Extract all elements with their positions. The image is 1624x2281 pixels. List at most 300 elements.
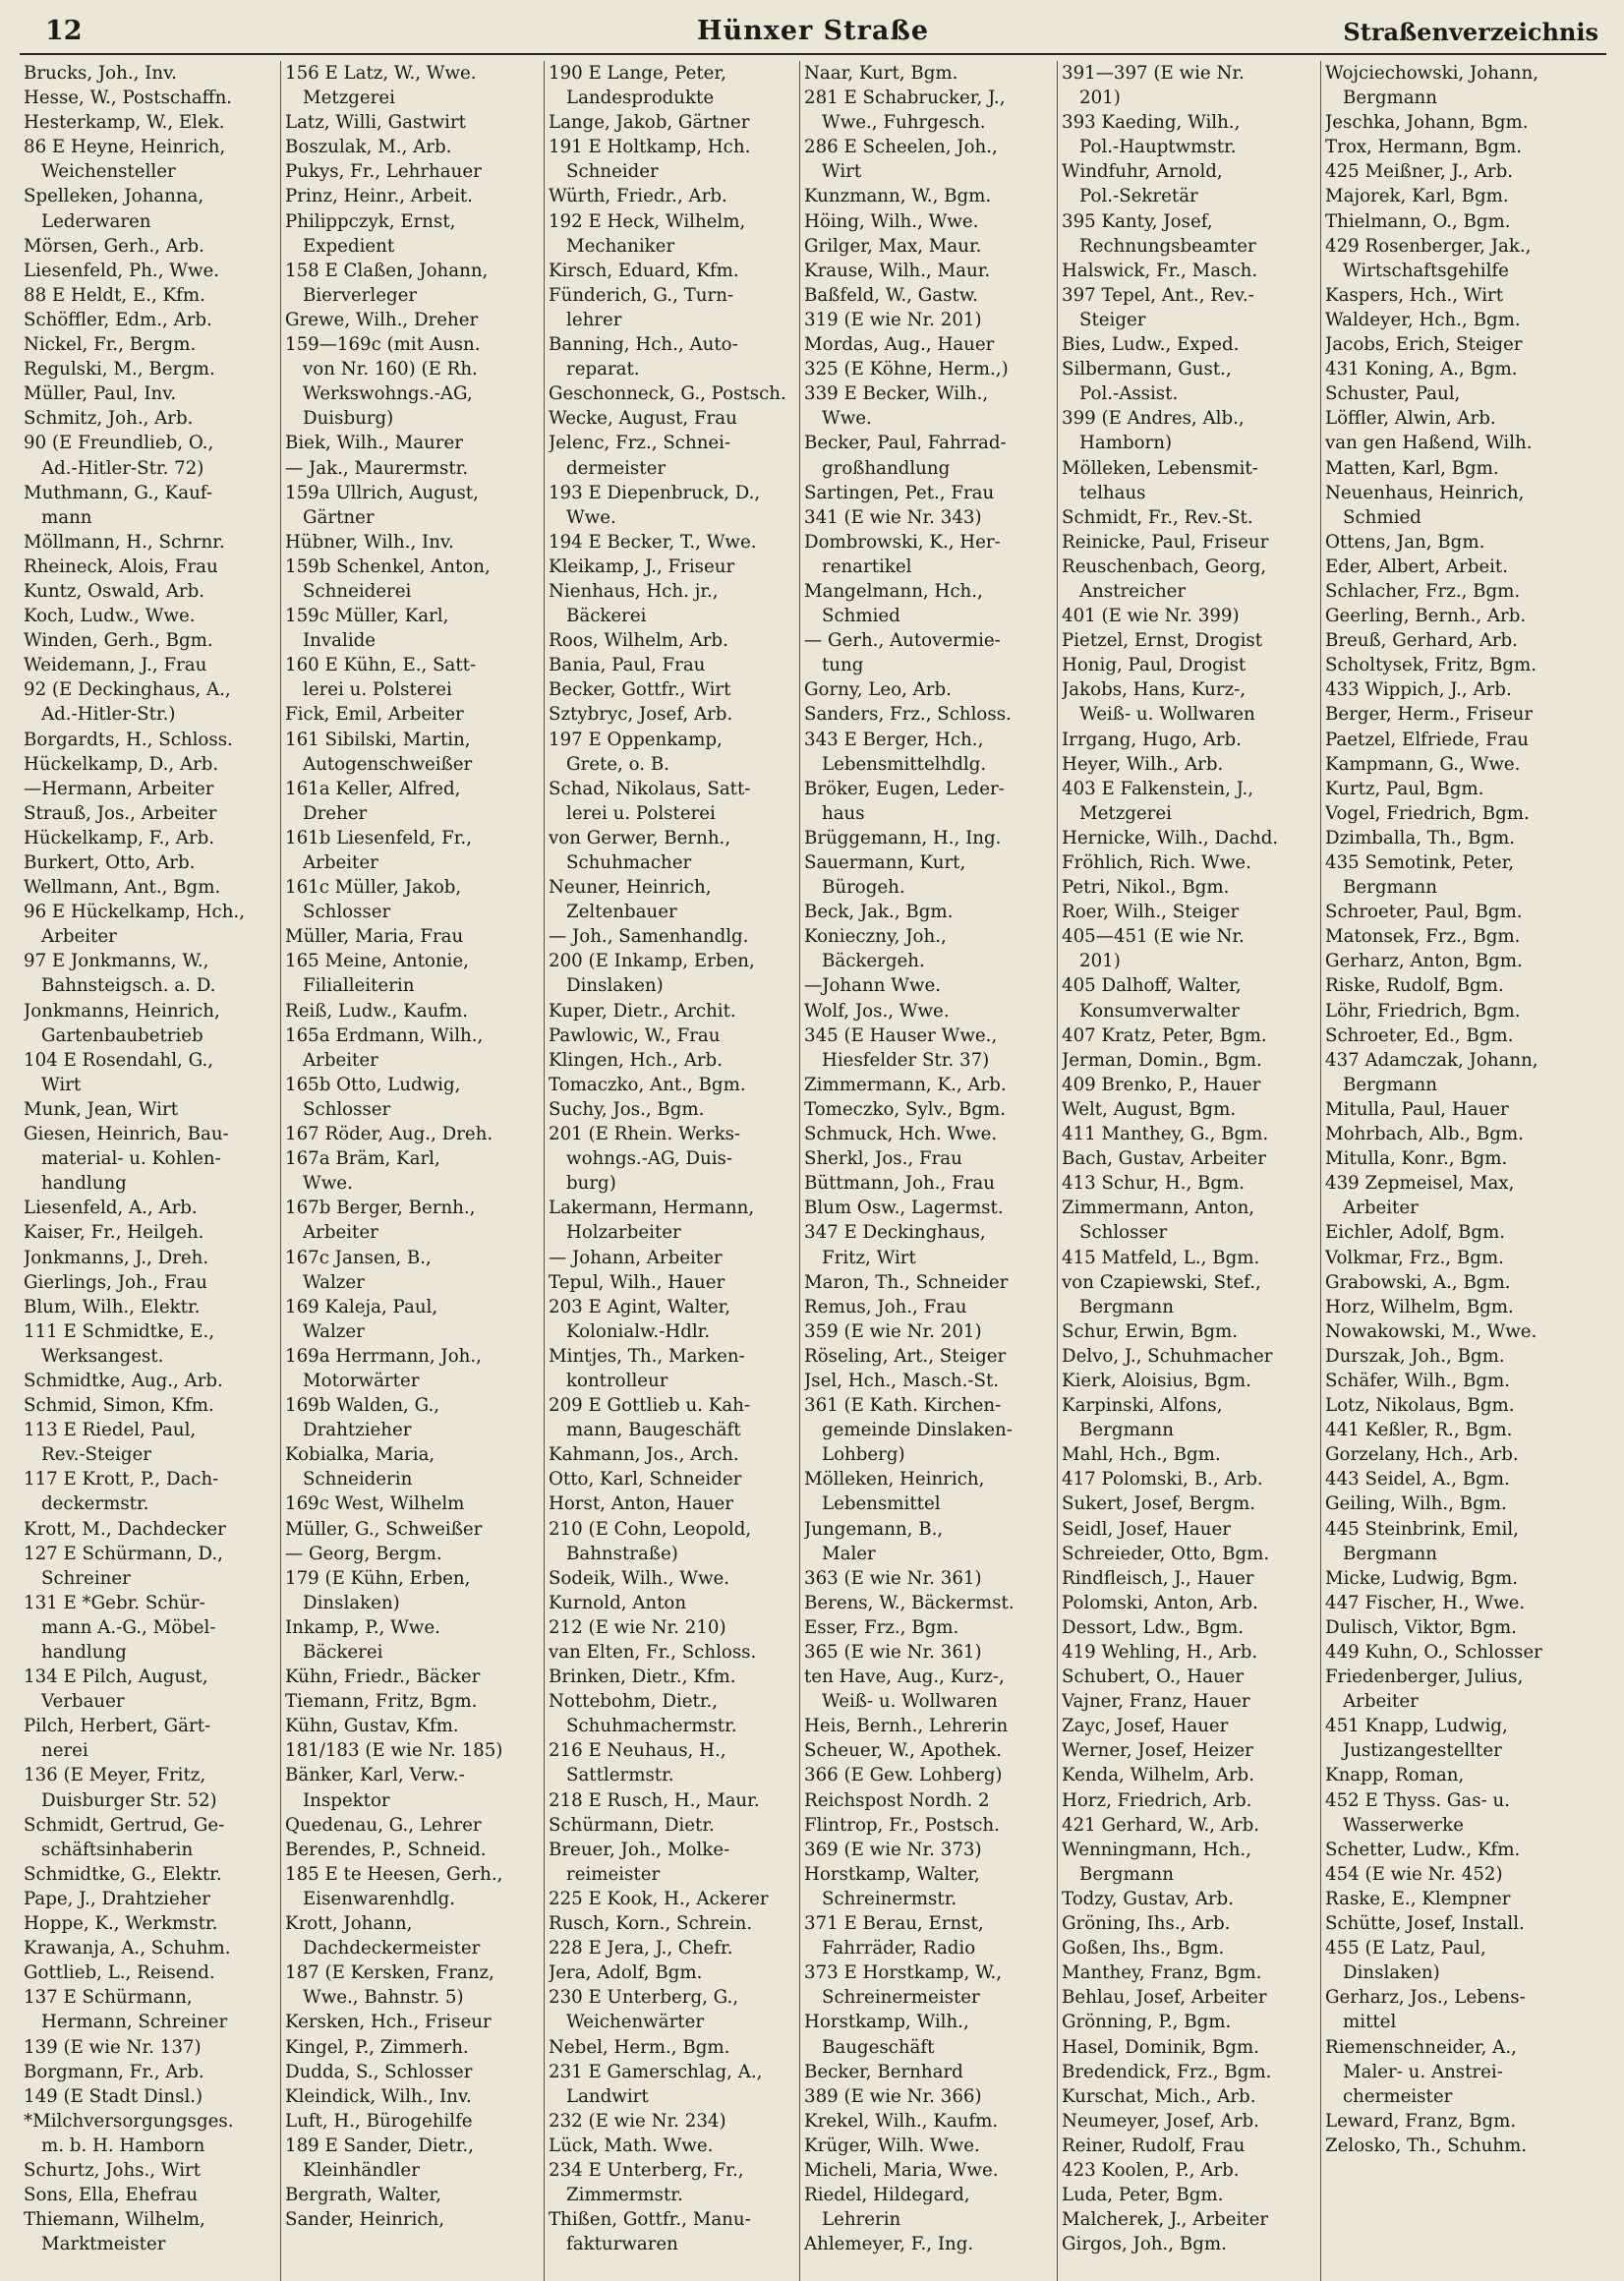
directory-entry-line: 429 Rosenberger, Jak., <box>1325 235 1532 257</box>
directory-entry-line: Remus, Joh., Frau <box>804 1296 967 1317</box>
directory-entry-line: Bergmann <box>1079 1863 1174 1885</box>
directory-entry-line: 194 E Becker, T., Wwe. <box>549 531 757 553</box>
directory-entry-line: 161c Müller, Jakob, <box>285 877 462 899</box>
directory-entry-line: Micheli, Maria, Wwe. <box>804 2159 999 2181</box>
directory-entry-line: Werkswohngs.-AG, <box>303 383 473 405</box>
directory-entry-line: van Elten, Fr., Schloss. <box>549 1642 757 1663</box>
directory-entry-line: Jerman, Domin., Bgm. <box>1062 1049 1262 1071</box>
directory-entry-line: Kleindick, Wilh., Inv. <box>285 2085 472 2107</box>
directory-entry-line: Konsumverwalter <box>1079 1000 1240 1022</box>
directory-entry-line: Lederwaren <box>41 210 151 232</box>
directory-entry-line: Pol.-Sekretär <box>1079 186 1198 207</box>
directory-entry-line: Müller, Maria, Frau <box>285 926 464 948</box>
directory-entry-line: Röseling, Art., Steiger <box>804 1345 1007 1367</box>
directory-entry-line: Maron, Th., Schneider <box>804 1271 1009 1293</box>
directory-entry-line: Latz, Willi, Gastwirt <box>285 112 466 134</box>
directory-entry-line: Manthey, Franz, Bgm. <box>1062 1962 1262 1984</box>
directory-entry-line: 201) <box>1079 88 1121 109</box>
directory-entry-line: Trox, Hermann, Bgm. <box>1325 137 1523 158</box>
directory-entry-line: Spelleken, Johanna, <box>24 186 204 207</box>
directory-entry-line: Wwe., Fuhrgesch. <box>822 112 986 134</box>
street-title: Hünxer Straße <box>696 16 930 46</box>
directory-entry-line: mann <box>41 506 92 528</box>
directory-entry-line: *Milchversorgungsges. <box>24 2110 234 2132</box>
directory-entry-line: Giesen, Heinrich, Bau- <box>24 1124 229 1145</box>
directory-entry-line: Breuß, Gerhard, Arb. <box>1325 630 1518 652</box>
directory-entry-line: 359 (E wie Nr. 201) <box>804 1320 982 1342</box>
directory-entry-line: Schmied <box>1343 506 1421 528</box>
directory-entry-line: Brinken, Dietr., Kfm. <box>549 1667 736 1688</box>
directory-entry-line: Sons, Ella, Ehefrau <box>24 2185 199 2206</box>
directory-entry-line: Filialleiterin <box>303 975 415 997</box>
directory-entry-line: Schur, Erwin, Bgm. <box>1062 1320 1238 1342</box>
directory-entry-line: Neuner, Heinrich, <box>549 877 712 899</box>
directory-entry-line: kontrolleur <box>566 1370 668 1391</box>
directory-entry-line: Suchy, Jos., Bgm. <box>549 1098 705 1120</box>
directory-entry-line: Hamborn) <box>1079 433 1173 454</box>
directory-entry-line: Fick, Emil, Arbeiter <box>285 704 464 726</box>
directory-entry-line: Vajner, Franz, Hauer <box>1062 1691 1250 1713</box>
directory-entry-line: Invalide <box>303 630 377 652</box>
directory-entry-line: Wasserwerke <box>1343 1814 1464 1836</box>
directory-entry-line: Schmidtke, Aug., Arb. <box>24 1370 223 1391</box>
directory-entry-line: Arbeiter <box>303 852 378 873</box>
directory-entry-line: burg) <box>566 1173 616 1195</box>
directory-entry-line: wohngs.-AG, Duis- <box>566 1148 733 1170</box>
directory-entry-line: Hesse, W., Postschaffn. <box>24 88 233 109</box>
directory-entry-line: 232 (E wie Nr. 234) <box>549 2110 726 2132</box>
directory-entry-line: Kobialka, Maria, <box>285 1444 435 1466</box>
directory-entry-line: Mölleken, Lebensmit- <box>1062 457 1258 479</box>
directory-entry-line: 187 (E Kersken, Franz, <box>285 1962 494 1984</box>
directory-entry-line: Micke, Ludwig, Bgm. <box>1325 1567 1519 1589</box>
directory-column <box>545 61 800 2281</box>
directory-entry-line: Mangelmann, Hch., <box>804 580 983 602</box>
directory-entry-line: Duisburg) <box>303 408 394 430</box>
directory-entry-line: Scheuer, W., Apothek. <box>804 1740 1003 1762</box>
directory-entry-line: Honig, Paul, Drogist <box>1062 655 1247 676</box>
directory-entry-line: Ahlemeyer, F., Ing. <box>804 2234 974 2255</box>
directory-entry-line: Schad, Nikolaus, Satt- <box>549 778 751 799</box>
directory-entry-line: 97 E Jonkmanns, W., <box>24 951 209 972</box>
directory-entry-line: Bania, Paul, Frau <box>549 655 706 676</box>
directory-entry-line: 417 Polomski, B., Arb. <box>1062 1469 1263 1491</box>
directory-entry-line: Landwirt <box>566 2085 649 2107</box>
directory-entry-line: Gierlings, Joh., Frau <box>24 1271 207 1293</box>
directory-entry-line: 149 (E Stadt Dinsl.) <box>24 2085 203 2107</box>
directory-columns <box>20 61 1606 2281</box>
directory-entry-line: 117 E Krott, P., Dach- <box>24 1469 219 1491</box>
directory-entry-line: Bies, Ludw., Exped. <box>1062 334 1240 356</box>
directory-entry-line: großhandlung <box>822 457 951 479</box>
directory-entry-line: 104 E Rosendahl, G., <box>24 1049 214 1071</box>
directory-entry-line: Kuper, Dietr., Archit. <box>549 1000 736 1022</box>
directory-entry-line: Seidl, Josef, Hauer <box>1062 1518 1231 1540</box>
directory-entry-line: Duisburger Str. 52) <box>41 1789 217 1811</box>
directory-entry-line: Schreieder, Otto, Bgm. <box>1062 1543 1270 1564</box>
directory-entry-line: Walzer <box>303 1320 365 1342</box>
directory-entry-line: 286 E Scheelen, Joh., <box>804 137 998 158</box>
directory-entry-line: 139 (E wie Nr. 137) <box>24 2036 202 2058</box>
directory-entry-line: Mohrbach, Alb., Bgm. <box>1325 1124 1524 1145</box>
directory-entry-line: 190 E Lange, Peter, <box>549 63 726 84</box>
directory-entry-line: handlung <box>41 1642 127 1663</box>
directory-entry-line: Sukert, Josef, Bergm. <box>1062 1493 1255 1515</box>
directory-entry-line: Justizangestellter <box>1343 1740 1502 1762</box>
directory-entry-line: Arbeiter <box>303 1222 378 1244</box>
directory-entry-line: Blum Osw., Lagermst. <box>804 1198 1004 1219</box>
directory-entry-line: Dessort, Ldw., Bgm. <box>1062 1616 1245 1638</box>
directory-entry-line: Dzimballa, Th., Bgm. <box>1325 827 1515 848</box>
directory-entry-line: Kühn, Gustav, Kfm. <box>285 1716 459 1737</box>
directory-entry-line: Kaiser, Fr., Heilgeh. <box>24 1222 204 1244</box>
directory-entry-line: Jeschka, Johann, Bgm. <box>1325 112 1529 134</box>
section-title: Straßenverzeichnis <box>1343 18 1598 46</box>
directory-entry-line: Expedient <box>303 235 395 257</box>
directory-entry-line: Reuschenbach, Georg, <box>1062 556 1267 577</box>
directory-entry-line: Bäckerei <box>566 606 647 627</box>
directory-entry-line: handlung <box>41 1173 127 1195</box>
directory-entry-line: Löffler, Alwin, Arb. <box>1325 408 1496 430</box>
directory-entry-line: — Johann, Arbeiter <box>549 1247 723 1268</box>
directory-entry-line: Anstreicher <box>1079 580 1187 602</box>
directory-entry-line: Lotz, Nikolaus, Bgm. <box>1325 1395 1515 1417</box>
directory-entry-line: Friedenberger, Julius, <box>1325 1667 1524 1688</box>
directory-entry-line: Heyer, Wilh., Arb. <box>1062 753 1224 775</box>
directory-entry-line: renartikel <box>822 556 912 577</box>
directory-entry-line: Eder, Albert, Arbeit. <box>1325 556 1509 577</box>
directory-entry-line: fakturwaren <box>566 2234 678 2255</box>
directory-entry-line: Delvo, J., Schuhmacher <box>1062 1345 1273 1367</box>
directory-entry-line: von Gerwer, Bernh., <box>549 827 731 848</box>
directory-entry-line: dermeister <box>566 457 667 479</box>
directory-entry-line: Becker, Gottfr., Wirt <box>549 679 731 701</box>
directory-entry-line: Arbeiter <box>41 926 117 948</box>
directory-entry-line: 201) <box>1079 951 1121 972</box>
directory-entry-line: Vogel, Friedrich, Bgm. <box>1325 802 1530 824</box>
directory-entry-line: Malcherek, J., Arbeiter <box>1062 2209 1269 2231</box>
directory-entry-line: Schlosser <box>303 1098 391 1120</box>
directory-entry-line: Sodeik, Wilh., Wwe. <box>549 1567 730 1589</box>
directory-entry-line: Baßfeld, W., Gastw. <box>804 284 978 306</box>
directory-entry-line: Zimmermstr. <box>566 2185 683 2206</box>
directory-entry-line: gemeinde Dinslaken- <box>822 1420 1013 1441</box>
directory-entry-line: Pukys, Fr., Lehrhauer <box>285 161 482 183</box>
directory-entry-line: 181/183 (E wie Nr. 185) <box>285 1740 503 1762</box>
directory-entry-line: Sherkl, Jos., Frau <box>804 1148 962 1170</box>
directory-entry-line: Steiger <box>1079 309 1146 330</box>
directory-entry-line: Berens, W., Bäckermst. <box>804 1592 1015 1613</box>
directory-entry-line: von Nr. 160) (E Rh. <box>303 359 478 380</box>
directory-entry-line: Koch, Ludw., Wwe. <box>24 606 196 627</box>
directory-entry-line: Silbermann, Gust., <box>1062 359 1232 380</box>
directory-entry-line: Winden, Gerh., Bgm. <box>24 630 213 652</box>
directory-entry-line: Bröker, Eugen, Leder- <box>804 778 1005 799</box>
directory-entry-line: 167c Jansen, B., <box>285 1247 432 1268</box>
directory-entry-line: Krekel, Wilh., Kaufm. <box>804 2110 999 2132</box>
directory-entry-line: Liesenfeld, Ph., Wwe. <box>24 260 220 281</box>
directory-entry-line: Jungemann, B., <box>804 1518 944 1540</box>
directory-entry-line: Grönning, P., Bgm. <box>1062 2012 1232 2033</box>
directory-entry-line: 435 Semotink, Peter, <box>1325 852 1515 873</box>
directory-entry-line: 231 E Gamerschlag, A., <box>549 2061 763 2082</box>
directory-entry-line: Büttmann, Joh., Frau <box>804 1173 995 1195</box>
directory-entry-line: Weidemann, J., Frau <box>24 655 207 676</box>
directory-entry-line: Schmid, Simon, Kfm. <box>24 1395 214 1417</box>
directory-entry-line: Schreinermeister <box>822 1987 980 2009</box>
directory-entry-line: Reinicke, Paul, Friseur <box>1062 531 1269 553</box>
directory-entry-line: Metzgerei <box>303 88 395 109</box>
directory-entry-line: Arbeiter <box>1343 1691 1419 1713</box>
directory-entry-line: Halswick, Fr., Masch. <box>1062 260 1258 281</box>
directory-entry-line: Lück, Math. Wwe. <box>549 2135 714 2156</box>
directory-entry-line: 431 Koning, A., Bgm. <box>1325 359 1518 380</box>
directory-entry-line: 399 (E Andres, Alb., <box>1062 408 1245 430</box>
directory-entry-line: 161a Keller, Alfred, <box>285 778 461 799</box>
directory-entry-line: Munk, Jean, Wirt <box>24 1098 179 1120</box>
directory-entry-line: Reichspost Nordh. 2 <box>804 1789 990 1811</box>
directory-entry-line: Müller, G., Schweißer <box>285 1518 483 1540</box>
directory-entry-line: 401 (E wie Nr. 399) <box>1062 606 1240 627</box>
directory-entry-line: Boszulak, M., Arb. <box>285 137 452 158</box>
directory-entry-line: Roos, Wilhelm, Arb. <box>549 630 728 652</box>
directory-entry-line: Reiner, Rudolf, Frau <box>1062 2135 1246 2156</box>
directory-entry-line: Knapp, Roman, <box>1325 1765 1465 1786</box>
directory-entry-line: Schöffler, Edm., Arb. <box>24 309 212 330</box>
directory-entry-line: schäftsinhaberin <box>41 1839 194 1860</box>
directory-entry-line: Maler- u. Anstrei- <box>1343 2061 1503 2082</box>
directory-entry-line: 158 E Claßen, Johann, <box>285 260 489 281</box>
directory-entry-line: Motorwärter <box>303 1370 420 1391</box>
directory-entry-line: Hesterkamp, W., Elek. <box>24 112 225 134</box>
directory-entry-line: 200 (E Inkamp, Erben, <box>549 951 755 972</box>
directory-entry-line: 167 Röder, Aug., Dreh. <box>285 1124 493 1145</box>
directory-entry-line: 343 E Berger, Hch., <box>804 729 984 750</box>
directory-entry-line: 439 Zepmeisel, Max, <box>1325 1173 1515 1195</box>
directory-entry-line: Reiß, Ludw., Kaufm. <box>285 1000 469 1022</box>
directory-entry-line: Todzy, Gustav, Arb. <box>1062 1888 1234 1909</box>
directory-entry-line: Arbeiter <box>303 1049 378 1071</box>
directory-entry-line: Lebensmittelhdlg. <box>822 753 987 775</box>
directory-entry-line: Kurnold, Anton <box>549 1592 687 1613</box>
directory-entry-line: 88 E Heldt, E., Kfm. <box>24 284 205 306</box>
directory-entry-line: Raske, E., Klempner <box>1325 1888 1511 1909</box>
directory-column <box>1321 61 1606 2281</box>
directory-entry-line: Roer, Wilh., Steiger <box>1062 902 1240 923</box>
directory-entry-line: Borgardts, H., Schloss. <box>24 729 233 750</box>
directory-entry-line: Löhr, Friedrich, Bgm. <box>1325 1000 1521 1022</box>
directory-entry-line: Schmidt, Gertrud, Ge- <box>24 1814 225 1836</box>
directory-entry-line: 192 E Heck, Wilhelm, <box>549 210 746 232</box>
directory-entry-line: 179 (E Kühn, Erben, <box>285 1567 471 1589</box>
directory-entry-line: Wwe. <box>566 506 616 528</box>
directory-entry-line: Tomeczko, Sylv., Bgm. <box>804 1098 1007 1120</box>
directory-entry-line: 134 E Pilch, August, <box>24 1667 208 1688</box>
directory-entry-line: Geschonneck, G., Postsch. <box>549 383 786 405</box>
directory-entry-line: Dinslaken) <box>1343 1962 1440 1984</box>
directory-entry-line: Bäckergeh. <box>822 951 925 972</box>
directory-entry-line: 319 (E wie Nr. 201) <box>804 309 982 330</box>
directory-entry-line: Gorzelany, Hch., Arb. <box>1325 1444 1519 1466</box>
directory-entry-line: Banning, Hch., Auto- <box>549 334 738 356</box>
directory-entry-line: Krüger, Wilh. Wwe. <box>804 2135 980 2156</box>
directory-entry-line: Pawlowic, W., Frau <box>549 1024 721 1046</box>
directory-entry-line: Nickel, Fr., Bergm. <box>24 334 197 356</box>
directory-entry-line: 127 E Schürmann, D., <box>24 1543 223 1564</box>
directory-entry-line: Höing, Wilh., Wwe. <box>804 210 979 232</box>
directory-entry-line: Müller, Paul, Inv. <box>24 383 177 405</box>
directory-entry-line: 189 E Sander, Dietr., <box>285 2135 474 2156</box>
directory-entry-line: Schurtz, Johs., Wirt <box>24 2159 202 2181</box>
directory-entry-line: Eichler, Adolf, Bgm. <box>1325 1222 1506 1244</box>
directory-entry-line: 411 Manthey, G., Bgm. <box>1062 1124 1269 1145</box>
directory-entry-line: 165b Otto, Ludwig, <box>285 1074 461 1095</box>
directory-entry-line: Schuster, Paul, <box>1325 383 1461 405</box>
directory-entry-line: Kleikamp, J., Friseur <box>549 556 735 577</box>
directory-entry-line: Lehrerin <box>822 2209 901 2231</box>
directory-entry-line: Grabowski, A., Bgm. <box>1325 1271 1511 1293</box>
directory-entry-line: Bergrath, Walter, <box>285 2185 441 2206</box>
directory-entry-line: Riske, Rudolf, Bgm. <box>1325 975 1504 997</box>
directory-entry-line: Pol.-Assist. <box>1079 383 1179 405</box>
directory-entry-line: Bahnstraße) <box>566 1543 678 1564</box>
directory-entry-line: Horz, Wilhelm, Bgm. <box>1325 1296 1514 1317</box>
directory-entry-line: telhaus <box>1079 482 1146 503</box>
directory-entry-line: Rheineck, Alois, Frau <box>24 556 218 577</box>
directory-entry-line: Behlau, Josef, Arbeiter <box>1062 1987 1267 2009</box>
directory-entry-line: lerei u. Polsterei <box>566 802 716 824</box>
directory-entry-line: Mechaniker <box>566 235 675 257</box>
directory-entry-line: Rusch, Korn., Schrein. <box>549 1913 753 1935</box>
directory-entry-line: Wirt <box>822 161 862 183</box>
directory-entry-line: Zayc, Josef, Hauer <box>1062 1716 1229 1737</box>
directory-entry-line: Kahmann, Jos., Arch. <box>549 1444 739 1466</box>
directory-entry-line: —Hermann, Arbeiter <box>24 778 214 799</box>
directory-entry-line: Becker, Paul, Fahrrad- <box>804 433 1007 454</box>
directory-entry-line: 443 Seidel, A., Bgm. <box>1325 1469 1510 1491</box>
directory-entry-line: Grete, o. B. <box>566 753 669 775</box>
directory-entry-line: Zeltenbauer <box>566 902 677 923</box>
directory-entry-line: Beck, Jak., Bgm. <box>804 902 954 923</box>
directory-entry-line: Zimmermann, Anton, <box>1062 1198 1255 1219</box>
directory-entry-line: 160 E Kühn, E., Satt- <box>285 655 477 676</box>
directory-entry-line: Gorny, Leo, Arb. <box>804 679 952 701</box>
directory-entry-line: Dudda, S., Schlosser <box>285 2061 473 2082</box>
directory-entry-line: — Joh., Samenhandlg. <box>549 926 749 948</box>
directory-entry-line: Borgmann, Fr., Arb. <box>24 2061 204 2082</box>
directory-entry-line: 389 (E wie Nr. 366) <box>804 2085 982 2107</box>
directory-entry-line: Dreher <box>303 802 368 824</box>
directory-entry-line: Schürmann, Dietr. <box>549 1814 715 1836</box>
directory-entry-line: 393 Kaeding, Wilh., <box>1062 112 1241 134</box>
directory-entry-line: Zimmermann, K., Arb. <box>804 1074 1007 1095</box>
directory-entry-line: Girgos, Joh., Bgm. <box>1062 2234 1227 2255</box>
directory-entry-line: — Jak., Maurermstr. <box>285 457 469 479</box>
directory-entry-line: 365 (E wie Nr. 361) <box>804 1642 982 1663</box>
directory-entry-line: Krause, Wilh., Maur. <box>804 260 991 281</box>
directory-entry-line: Lakermann, Hermann, <box>549 1198 755 1219</box>
directory-entry-line: 203 E Agint, Walter, <box>549 1296 731 1317</box>
directory-entry-line: Möllmann, H., Schrnr. <box>24 531 225 553</box>
page-header <box>20 14 1606 55</box>
directory-entry-line: 156 E Latz, W., Wwe. <box>285 63 477 84</box>
directory-entry-line: 445 Steinbrink, Emil, <box>1325 1518 1519 1540</box>
directory-entry-line: Luft, H., Bürogehilfe <box>285 2110 473 2132</box>
directory-entry-line: Drahtzieher <box>303 1420 412 1441</box>
directory-entry-line: 209 E Gottlieb u. Kah- <box>549 1395 751 1417</box>
directory-entry-line: 403 E Falkenstein, J., <box>1062 778 1254 799</box>
directory-entry-line: Liesenfeld, A., Arb. <box>24 1198 198 1219</box>
directory-entry-line: Konieczny, Joh., <box>804 926 947 948</box>
directory-entry-line: Berger, Herm., Friseur <box>1325 704 1534 726</box>
directory-entry-line: Neumeyer, Josef, Arb. <box>1062 2110 1259 2132</box>
directory-entry-line: Inspektor <box>303 1789 390 1811</box>
directory-entry-line: Schneiderei <box>303 580 412 602</box>
directory-entry-line: Fünderich, G., Turn- <box>549 284 734 306</box>
directory-entry-line: Ottens, Jan, Bgm. <box>1325 531 1485 553</box>
directory-entry-line: Fahrräder, Radio <box>822 1938 976 1959</box>
directory-entry-line: 165 Meine, Antonie, <box>285 951 469 972</box>
directory-entry-line: Hückelkamp, F., Arb. <box>24 827 215 848</box>
directory-entry-line: Neuenhaus, Heinrich, <box>1325 482 1525 503</box>
directory-entry-line: Mitulla, Paul, Hauer <box>1325 1098 1509 1120</box>
directory-entry-line: Goßen, Ihs., Bgm. <box>1062 1938 1225 1959</box>
directory-entry-line: 369 (E wie Nr. 373) <box>804 1839 982 1860</box>
directory-entry-line: Krott, Johann, <box>285 1913 413 1935</box>
directory-entry-line: 136 (E Meyer, Fritz, <box>24 1765 206 1786</box>
directory-entry-line: Wwe., Bahnstr. 5) <box>303 1987 464 2009</box>
directory-entry-line: mann A.-G., Möbel- <box>41 1616 216 1638</box>
directory-entry-line: Jelenc, Frz., Schnei- <box>549 433 731 454</box>
directory-entry-line: Holzarbeiter <box>566 1222 681 1244</box>
directory-entry-line: Lohberg) <box>822 1444 905 1466</box>
directory-entry-line: Gärtner <box>303 506 375 528</box>
directory-entry-line: reparat. <box>566 359 640 380</box>
directory-entry-line: Matonsek, Frz., Bgm. <box>1325 926 1521 948</box>
directory-entry-line: Naar, Kurt, Bgm. <box>804 63 958 84</box>
directory-entry-line: Kersken, Hch., Friseur <box>285 2012 492 2033</box>
directory-entry-line: 167b Berger, Bernh., <box>285 1198 476 1219</box>
directory-entry-line: Bierverleger <box>303 284 418 306</box>
directory-entry-line: Prinz, Heinr., Arbeit. <box>285 186 473 207</box>
directory-entry-line: 216 E Neuhaus, H., <box>549 1740 726 1762</box>
directory-entry-line: 425 Meißner, J., Arb. <box>1325 161 1514 183</box>
directory-entry-line: Geiling, Wilh., Bgm. <box>1325 1493 1507 1515</box>
directory-entry-line: 413 Schur, H., Bgm. <box>1062 1173 1246 1195</box>
directory-entry-line: Quedenau, G., Lehrer <box>285 1814 482 1836</box>
directory-entry-line: haus <box>822 802 865 824</box>
directory-entry-line: Pilch, Herbert, Gärt- <box>24 1716 211 1737</box>
directory-entry-line: Horstkamp, Walter, <box>804 1863 980 1885</box>
directory-entry-line: Thißen, Gottfr., Manu- <box>549 2209 751 2231</box>
directory-entry-line: Walzer <box>303 1271 365 1293</box>
directory-entry-line: 197 E Oppenkamp, <box>549 729 723 750</box>
directory-entry-line: Hückelkamp, D., Arb. <box>24 753 219 775</box>
directory-entry-line: Sartingen, Pet., Frau <box>804 482 995 503</box>
directory-entry-line: Rechnungsbeamter <box>1079 235 1256 257</box>
directory-entry-line: Wojciechowski, Johann, <box>1325 63 1538 84</box>
directory-entry-line: Berendes, P., Schneid. <box>285 1839 487 1860</box>
directory-entry-line: Hasel, Dominik, Bgm. <box>1062 2036 1259 2058</box>
directory-entry-line: Schreinermstr. <box>822 1888 957 1909</box>
directory-entry-line: Kühn, Friedr., Bäcker <box>285 1667 481 1688</box>
directory-entry-line: lerei u. Polsterei <box>303 679 452 701</box>
directory-entry-line: 407 Kratz, Peter, Bgm. <box>1062 1024 1267 1046</box>
directory-entry-line: 230 E Unterberg, G., <box>549 1987 739 2009</box>
directory-entry-line: 169b Walden, G., <box>285 1395 440 1417</box>
directory-entry-line: Hübner, Wilh., Inv. <box>285 531 454 553</box>
directory-entry-line: — Georg, Bergm. <box>285 1543 442 1564</box>
